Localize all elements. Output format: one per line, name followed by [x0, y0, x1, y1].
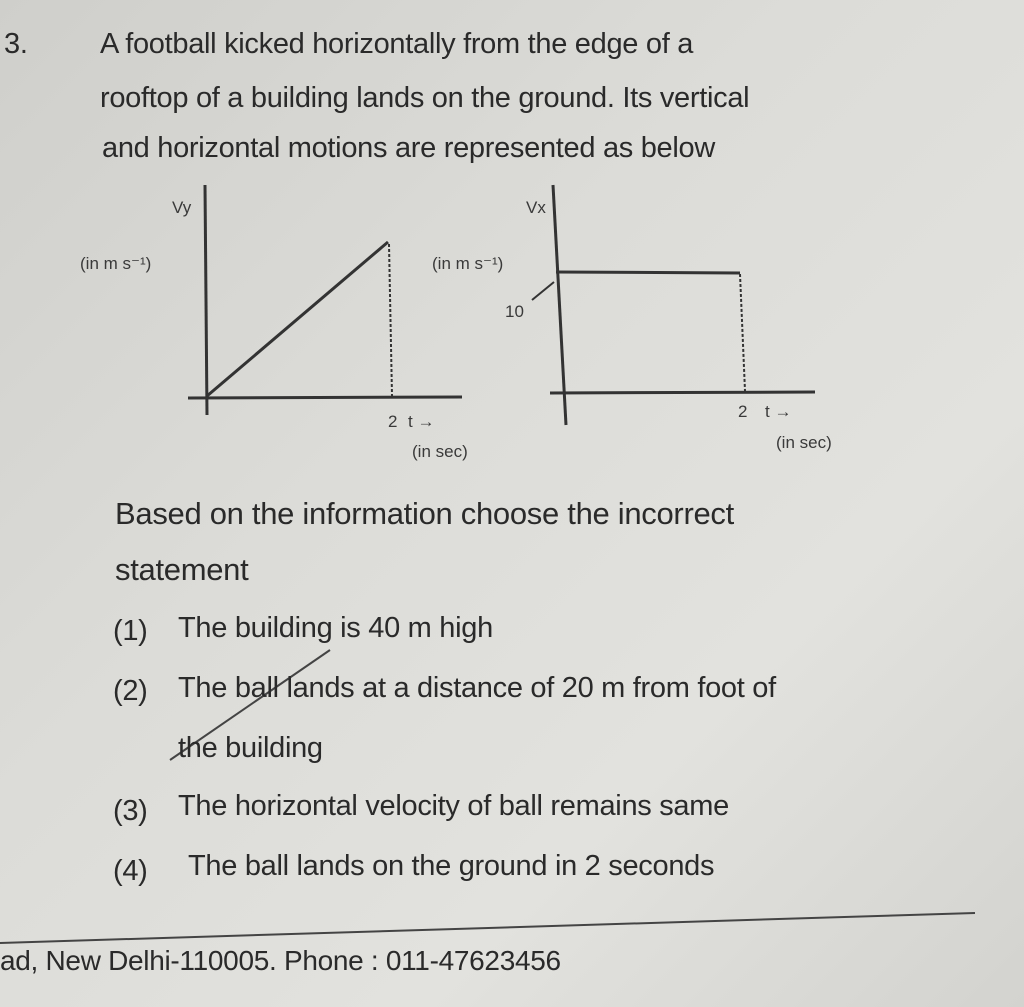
option-4-text: The ball lands on the ground in 2 seconds	[188, 850, 715, 882]
graph2-dotted-line	[740, 274, 745, 391]
option-4-number: (4)	[113, 855, 148, 887]
graph2-ylabel: Vx	[526, 198, 546, 217]
prompt-line-1: Based on the information choose the incorrect	[115, 496, 734, 531]
option-3-text: The horizontal velocity of ball remains same	[178, 790, 729, 822]
graph1-dotted-line	[389, 244, 392, 396]
graph1-xtick: 2	[388, 412, 398, 431]
graph2-xunit: (in sec)	[776, 433, 832, 452]
graph2-xtick: 2	[738, 402, 748, 421]
question-number: 3.	[4, 28, 28, 60]
graph1-yunit: (in m s⁻¹)	[80, 254, 152, 273]
graph1-xunit: (in sec)	[412, 442, 468, 461]
prompt-line-2: statement	[115, 552, 249, 587]
footer-divider	[0, 913, 975, 943]
graph1-ylabel: Vy	[172, 198, 192, 217]
question-line-2: rooftop of a building lands on the ground. Its vertical	[100, 82, 750, 114]
graph1-x-axis	[188, 397, 462, 398]
question-line-3: and horizontal motions are represented as below	[102, 132, 715, 164]
option-2-text-cont: the building	[178, 732, 323, 764]
graph2-yunit: (in m s⁻¹)	[432, 254, 504, 273]
option-2-text: The ball lands at a distance of 20 m from foot of	[178, 672, 776, 704]
option-1-number: (1)	[113, 615, 148, 647]
option-1-text: The building is 40 m high	[178, 612, 493, 644]
graph2-y-axis	[553, 185, 566, 425]
graph1-xlabel: t →	[408, 412, 435, 431]
graph2-xlabel: t →	[765, 402, 792, 421]
graph2-vx-line	[556, 272, 740, 273]
footer-address: ad, New Delhi-110005. Phone : 011-47623456	[0, 945, 561, 976]
graph2-tick-pointer	[532, 282, 554, 300]
graph1-y-axis	[205, 185, 207, 415]
graph2-x-axis	[550, 392, 815, 393]
option-3-number: (3)	[113, 795, 148, 827]
graph1-vy-line	[207, 242, 388, 396]
option-2-number: (2)	[113, 675, 148, 707]
question-line-1: A football kicked horizontally from the edge of a	[100, 28, 694, 60]
graph2-ytick: 10	[505, 302, 524, 321]
